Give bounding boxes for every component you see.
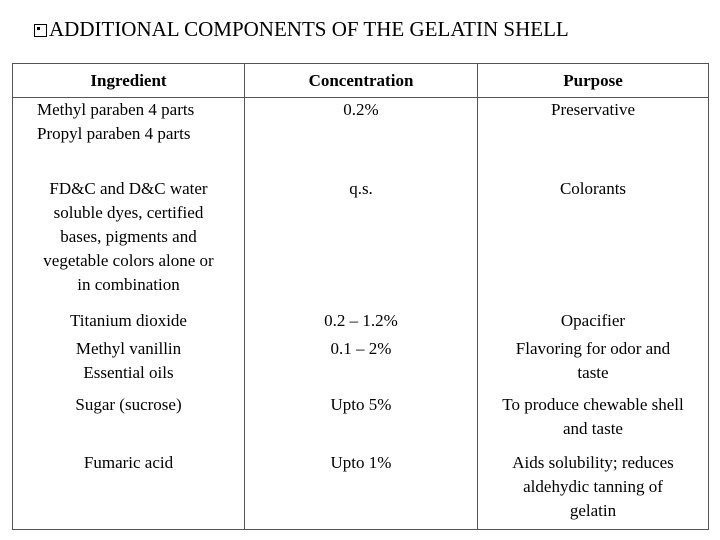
ingredient-line: vegetable colors alone or	[43, 250, 214, 270]
ingredient-line: Fumaric acid	[83, 452, 174, 472]
title-text: ADDITIONAL COMPONENTS OF THE GELATIN SHELL	[49, 17, 569, 41]
ingredient-line: Propyl paraben 4 parts	[37, 124, 191, 143]
concentration-cell: 0.2%	[245, 98, 478, 177]
table-row	[13, 98, 709, 177]
ingredient-cell	[13, 393, 245, 448]
ingredients-table	[12, 63, 709, 530]
ingredient-cell	[13, 448, 245, 530]
purpose-line: Colorants	[559, 178, 627, 198]
concentration-cell: 0.2 – 1.2%	[245, 305, 478, 337]
slide-title	[34, 16, 714, 42]
purpose-line: To produce chewable shell	[502, 394, 684, 414]
purpose-line: taste	[577, 362, 609, 382]
ingredient-cell	[13, 305, 245, 337]
purpose-cell	[478, 98, 709, 177]
purpose-line: Aids solubility; reduces	[512, 452, 674, 472]
concentration-cell: q.s.	[245, 177, 478, 305]
table-row	[13, 337, 709, 393]
table-row	[13, 177, 709, 305]
ingredient-line: Titanium dioxide	[70, 310, 187, 330]
purpose-line: Opacifier	[560, 310, 626, 330]
ingredient-line: soluble dyes, certified	[53, 202, 204, 222]
ingredient-line: FD&C and D&C water	[49, 178, 208, 198]
ingredients-table-container	[12, 63, 709, 530]
table-row	[13, 305, 709, 337]
purpose-line: aldehydic tanning of	[523, 476, 663, 496]
ingredient-line: Methyl vanillin	[75, 338, 182, 358]
ingredient-line: Sugar (sucrose)	[75, 394, 182, 414]
concentration-cell: 0.1 – 2%	[245, 337, 478, 393]
ingredient-line: Essential oils	[83, 362, 174, 382]
purpose-line: gelatin	[569, 500, 617, 520]
ingredient-line: in combination	[77, 274, 180, 294]
purpose-cell	[478, 393, 709, 448]
header-concentration: Concentration	[245, 64, 478, 98]
purpose-line: Flavoring for odor and	[515, 338, 671, 358]
purpose-cell	[478, 305, 709, 337]
purpose-line: Preservative	[550, 100, 636, 119]
ingredient-line: Methyl paraben 4 parts	[37, 100, 195, 119]
ingredient-cell	[13, 337, 245, 393]
purpose-cell	[478, 177, 709, 305]
ingredient-cell	[13, 177, 245, 305]
table-row	[13, 393, 709, 448]
ingredient-cell	[13, 98, 245, 177]
header-purpose: Purpose	[478, 64, 709, 98]
purpose-line: and taste	[563, 418, 623, 438]
concentration-cell: Upto 1%	[245, 448, 478, 530]
ingredient-line: bases, pigments and	[60, 226, 197, 246]
square-bullet-icon	[34, 24, 47, 37]
concentration-cell: Upto 5%	[245, 393, 478, 448]
table-row	[13, 448, 709, 530]
header-ingredient: Ingredient	[13, 64, 245, 98]
purpose-cell	[478, 337, 709, 393]
table-header-row	[13, 64, 709, 98]
purpose-cell	[478, 448, 709, 530]
